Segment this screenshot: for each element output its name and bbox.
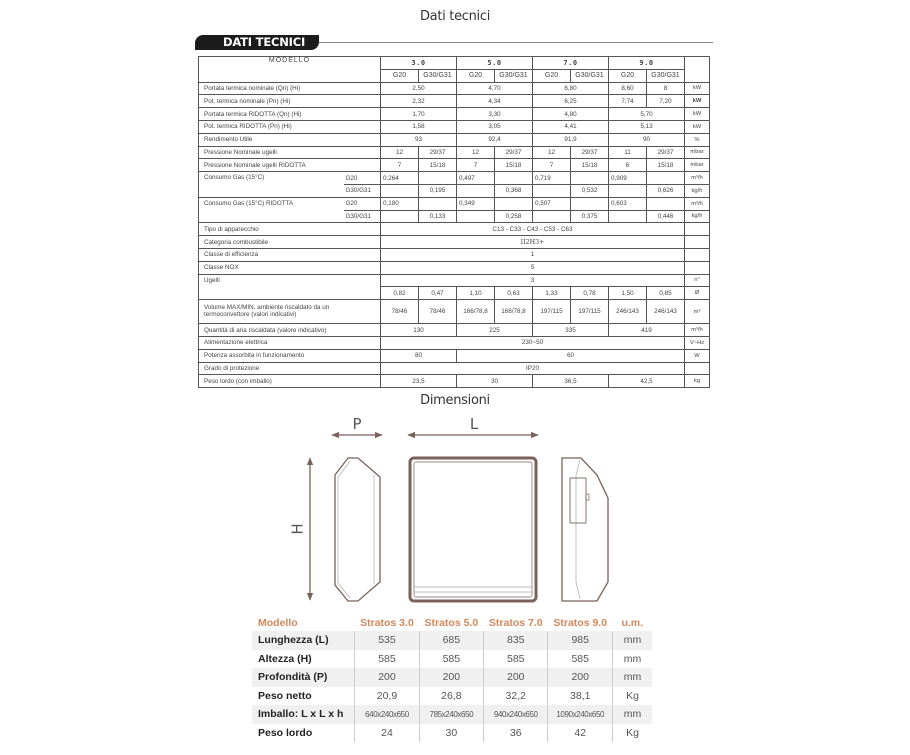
row-label: Portata termica nominale (Qn) (Hi) <box>199 82 381 95</box>
cell: 0,507 <box>533 197 571 210</box>
dim-header-model: Modello <box>258 616 298 629</box>
side-view-left <box>335 458 380 601</box>
dim-cell: 585 <box>419 650 483 669</box>
gas-g20: G20 <box>381 69 419 82</box>
dim-row-label: Lunghezza (L) <box>252 631 355 650</box>
cell: 29/37 <box>419 146 457 159</box>
cell-empty <box>457 184 495 197</box>
cell: 80 <box>381 349 457 362</box>
unit: mbar <box>685 159 710 172</box>
dim-cell: 26,8 <box>419 687 483 706</box>
dim-cell: 20,9 <box>355 687 419 706</box>
side-view-right-knob <box>586 494 589 500</box>
row-peso-lordo <box>199 375 710 388</box>
row-portata-ridotta <box>199 108 710 121</box>
unit: n° <box>685 274 710 287</box>
row-label: Consumo Gas (15°C) RIDOTTA <box>199 197 344 223</box>
dim-unit: mm <box>612 705 652 724</box>
row-label: Alimentazione elettrica <box>199 336 381 349</box>
cell: 419 <box>609 324 685 337</box>
sub-label: G30/G31 <box>344 210 381 223</box>
dim-row-imballo <box>252 705 652 724</box>
row-label: Consumo Gas (15°C) <box>199 172 344 198</box>
cell: 0,497 <box>457 172 495 185</box>
model-header: MODELLO <box>199 57 381 83</box>
cell: 6 <box>609 159 647 172</box>
row-label: Peso lordo (con imballo) <box>199 375 381 388</box>
row-potenza-nominale <box>199 95 710 108</box>
cell-empty <box>457 210 495 223</box>
cell: 0,133 <box>419 210 457 223</box>
cell: 0,82 <box>381 287 419 300</box>
unit: Ø <box>685 287 710 300</box>
cell: 6,25 <box>533 95 609 108</box>
cell-empty <box>495 197 533 210</box>
dim-cell: 24 <box>355 724 419 743</box>
row-consumo-g20 <box>199 172 710 185</box>
cell: 15/18 <box>647 159 685 172</box>
dim-unit: Kg <box>612 687 652 706</box>
cell: 0,264 <box>381 172 419 185</box>
cell: 0,63 <box>495 287 533 300</box>
dim-header-um: u.m. <box>621 616 644 629</box>
dim-unit: mm <box>612 631 652 650</box>
front-view <box>410 458 536 601</box>
cell: 1,58 <box>381 120 457 133</box>
cell: 0,626 <box>647 184 685 197</box>
dim-cell: 535 <box>355 631 419 650</box>
dim-header-stratos-5: Stratos 5.0 <box>424 616 479 629</box>
cell: 0,719 <box>533 172 571 185</box>
cell: 0,368 <box>495 184 533 197</box>
cell-empty <box>419 197 457 210</box>
cell: 12 <box>533 146 571 159</box>
dim-row-label: Peso lordo <box>258 726 313 739</box>
cell: 8 <box>647 82 685 95</box>
divider <box>319 42 713 43</box>
dim-header-stratos-9: Stratos 9.0 <box>553 616 608 629</box>
cell-empty <box>609 184 647 197</box>
dim-cell: 785x240x650 <box>419 705 483 724</box>
unit <box>685 261 710 274</box>
cell: C13 - C33 - C43 - C53 - C63 <box>381 223 685 236</box>
dim-cell: 685 <box>419 631 483 650</box>
cell: 1,50 <box>609 287 647 300</box>
dim-header-stratos-7: Stratos 7.0 <box>488 616 543 629</box>
row-categoria <box>199 236 710 249</box>
sub-label: G30/G31 <box>344 184 381 197</box>
gas-g30: G30/G31 <box>571 69 609 82</box>
dim-cell: 200 <box>548 668 613 687</box>
unit: kW <box>685 108 710 121</box>
length-label: L <box>469 415 479 433</box>
cell: 12 <box>381 146 419 159</box>
unit <box>685 248 710 261</box>
cell-empty <box>647 172 685 185</box>
cell: 197/115 <box>571 300 609 324</box>
cell-empty <box>419 172 457 185</box>
cell: 0,180 <box>381 197 419 210</box>
row-consumo-rid-g20 <box>199 197 710 210</box>
height-label: H <box>288 523 307 535</box>
unit: % <box>685 133 710 146</box>
dim-cell: 1090x240x650 <box>548 705 613 724</box>
cell: 30 <box>457 375 533 388</box>
header-row-models <box>199 57 710 70</box>
cell: 225 <box>457 324 533 337</box>
dim-cell: 30 <box>419 724 483 743</box>
side-view-right <box>562 458 608 601</box>
cell: 7 <box>457 159 495 172</box>
cell: 93 <box>381 133 457 146</box>
dim-row-profondita <box>252 668 652 687</box>
row-label: Pressione Nominale ugelli RIDOTTA <box>199 159 381 172</box>
cell: 0,349 <box>457 197 495 210</box>
row-label: Rendimento Utile <box>199 133 381 146</box>
cell: IP20 <box>381 362 685 375</box>
unit: m³/h <box>685 197 710 210</box>
dim-row-label: Peso netto <box>258 689 312 702</box>
dim-cell: 200 <box>484 668 548 687</box>
dim-row-label: Imballo: L x L x h <box>252 705 355 724</box>
cell: 15/18 <box>419 159 457 172</box>
cell: 166/78,8 <box>495 300 533 324</box>
dim-row-label: Altezza (H) <box>258 652 312 665</box>
cell: 1,10 <box>457 287 495 300</box>
dim-cell: 585 <box>484 650 548 669</box>
cell: 1,33 <box>533 287 571 300</box>
unit-header <box>685 57 710 83</box>
dim-cell: 640x240x650 <box>355 705 419 724</box>
gas-g20: G20 <box>457 69 495 82</box>
side-view-right-box <box>570 478 586 523</box>
cell-empty <box>533 184 571 197</box>
cell: 7,20 <box>647 95 685 108</box>
unit: kg/h <box>685 184 710 197</box>
cell-empty <box>533 210 571 223</box>
dim-header-stratos-3: Stratos 3.0 <box>360 616 414 629</box>
row-alimentazione <box>199 336 710 349</box>
depth-label: P <box>352 415 362 433</box>
cell: 91,9 <box>533 133 609 146</box>
cell-empty <box>609 210 647 223</box>
cell: 0,258 <box>495 210 533 223</box>
dim-cell: 38,1 <box>548 687 613 706</box>
cell: 0,603 <box>609 197 647 210</box>
dim-row-label: Profondità (P) <box>252 668 355 687</box>
unit <box>685 362 710 375</box>
cell: 4,34 <box>457 95 533 108</box>
row-label: Pressione Nominale ugelli <box>199 146 381 159</box>
cell: 0,47 <box>419 287 457 300</box>
cell: 2,50 <box>381 82 457 95</box>
row-label: Classe NOX <box>199 261 381 274</box>
gas-g20: G20 <box>609 69 647 82</box>
cell: 92,4 <box>457 133 533 146</box>
dim-cell: 585 <box>548 650 613 669</box>
cell: 29/37 <box>647 146 685 159</box>
cell: 78/46 <box>419 300 457 324</box>
dim-cell: 585 <box>355 650 419 669</box>
unit: kg/h <box>685 210 710 223</box>
cell: 6,80 <box>533 82 609 95</box>
side-view-right-inner <box>576 460 580 599</box>
row-label: Portata termica RIDOTTA (Qn) (Hi) <box>199 108 381 121</box>
cell-empty <box>381 184 419 197</box>
dim-unit: mm <box>612 650 652 669</box>
model-3: 3.0 <box>381 57 457 70</box>
unit: kW <box>685 82 710 95</box>
dimensions-table <box>252 614 652 742</box>
cell: 7 <box>381 159 419 172</box>
model-9: 9.0 <box>609 57 685 70</box>
gas-g30: G30/G31 <box>647 69 685 82</box>
dim-cell: 200 <box>355 668 419 687</box>
row-label: Categoria combustibile <box>199 236 381 249</box>
cell: 0,85 <box>647 287 685 300</box>
row-grado-protezione <box>199 362 710 375</box>
dim-header-row <box>252 614 652 631</box>
dim-row-altezza <box>252 650 652 669</box>
cell: 3 <box>381 274 685 287</box>
cell: 1 <box>381 248 685 261</box>
dimensions-diagram <box>280 410 620 605</box>
row-label: Pot. termica RIDOTTA (Pn) (Hi) <box>199 120 381 133</box>
row-label: Quantità di aria riscaldata (valore indicativo) <box>199 324 381 337</box>
cell: 15/18 <box>571 159 609 172</box>
dim-cell: 940x240x650 <box>484 705 548 724</box>
cell: 29/37 <box>571 146 609 159</box>
gas-g30: G30/G31 <box>495 69 533 82</box>
row-pressione-nominale <box>199 146 710 159</box>
row-label: Tipo di apparecchio <box>199 223 381 236</box>
cell: 0,375 <box>571 210 609 223</box>
cell: 23,5 <box>381 375 457 388</box>
row-label: Pot. termica nominale (Pn) (Hi) <box>199 95 381 108</box>
spec-table <box>198 56 710 388</box>
cell: 166/78,8 <box>457 300 495 324</box>
front-view-inner <box>414 462 532 597</box>
cell: 3,30 <box>457 108 533 121</box>
cell: 7 <box>533 159 571 172</box>
unit <box>685 236 710 249</box>
dim-row-peso-netto <box>252 687 652 706</box>
unit: m³ <box>685 300 710 324</box>
dim-unit: Kg <box>612 724 652 743</box>
cell: 29/37 <box>495 146 533 159</box>
unit: kW <box>685 95 710 108</box>
row-potenza-assorbita <box>199 349 710 362</box>
gas-g20: G20 <box>533 69 571 82</box>
cell: 0,446 <box>647 210 685 223</box>
row-label: Potenza assorbita in funzionamento <box>199 349 381 362</box>
cell: 4,41 <box>533 120 609 133</box>
unit: m³/h <box>685 324 710 337</box>
cell: 8,60 <box>609 82 647 95</box>
cell: 130 <box>381 324 457 337</box>
row-ugelli <box>199 274 710 287</box>
model-7: 7.0 <box>533 57 609 70</box>
cell: 197/115 <box>533 300 571 324</box>
cell: 42,5 <box>609 375 685 388</box>
dim-row-lunghezza <box>252 631 652 650</box>
cell: 7,74 <box>609 95 647 108</box>
cell: 1,70 <box>381 108 457 121</box>
cell: 246/143 <box>609 300 647 324</box>
unit: V~Hz <box>685 336 710 349</box>
unit: m³/h <box>685 172 710 185</box>
dim-cell: 985 <box>548 631 613 650</box>
cell-empty <box>647 197 685 210</box>
row-aria <box>199 324 710 337</box>
dim-row-peso-lordo <box>252 724 652 743</box>
dim-cell: 32,2 <box>484 687 548 706</box>
unit: mbar <box>685 146 710 159</box>
dim-unit: mm <box>612 668 652 687</box>
cell-empty <box>571 197 609 210</box>
cell: 3,05 <box>457 120 533 133</box>
cell: 246/143 <box>647 300 685 324</box>
cell: 4,80 <box>533 108 609 121</box>
cell: 230~50 <box>381 336 685 349</box>
cell: 5 <box>381 261 685 274</box>
cell: 15/18 <box>495 159 533 172</box>
cell: 0,195 <box>419 184 457 197</box>
tech-badge: DATI TECNICI <box>195 35 319 50</box>
dim-cell: 200 <box>419 668 483 687</box>
unit: kg <box>685 375 710 388</box>
cell: 0,78 <box>571 287 609 300</box>
dim-cell: 36 <box>484 724 548 743</box>
row-label: Volume MAX/MIN, ambiente riscaldato da un termoconvettore (valori indicativi) <box>199 300 381 324</box>
cell-empty <box>495 172 533 185</box>
cell: 4,70 <box>457 82 533 95</box>
cell: 90 <box>609 133 685 146</box>
dim-cell: 835 <box>484 631 548 650</box>
gas-g30: G30/G31 <box>419 69 457 82</box>
section-title-tech: Dati tecnici <box>419 9 491 24</box>
section-title-dimensions: Dimensioni <box>420 393 490 408</box>
row-pressione-ridotta <box>199 159 710 172</box>
cell: 36,5 <box>533 375 609 388</box>
row-label: Grado di protezione <box>199 362 381 375</box>
cell: 5,70 <box>609 108 685 121</box>
row-rendimento <box>199 133 710 146</box>
sub-label: G20 <box>344 197 381 210</box>
row-volume <box>199 300 710 324</box>
dim-cell: 42 <box>548 724 613 743</box>
cell-empty <box>571 172 609 185</box>
cell: 0,532 <box>571 184 609 197</box>
unit: W <box>685 349 710 362</box>
row-classe-nox <box>199 261 710 274</box>
cell: 12 <box>457 146 495 159</box>
cell-empty <box>381 210 419 223</box>
unit <box>685 223 710 236</box>
row-portata-nominale <box>199 82 710 95</box>
row-classe-efficienza <box>199 248 710 261</box>
row-label: Classe di efficienza <box>199 248 381 261</box>
row-potenza-ridotta <box>199 120 710 133</box>
cell: 78/46 <box>381 300 419 324</box>
model-5: 5.0 <box>457 57 533 70</box>
side-view-left-inner <box>338 461 350 598</box>
unit: kW <box>685 120 710 133</box>
cell: 335 <box>533 324 609 337</box>
cell: II2H3+ <box>381 236 685 249</box>
sub-label: G20 <box>344 172 381 185</box>
row-label: Ugelli <box>199 274 381 300</box>
cell: 11 <box>609 146 647 159</box>
row-tipo <box>199 223 710 236</box>
cell: 0,909 <box>609 172 647 185</box>
cell: 2,32 <box>381 95 457 108</box>
cell: 5,13 <box>609 120 685 133</box>
cell: 60 <box>457 349 685 362</box>
tech-badge-header <box>195 35 713 51</box>
